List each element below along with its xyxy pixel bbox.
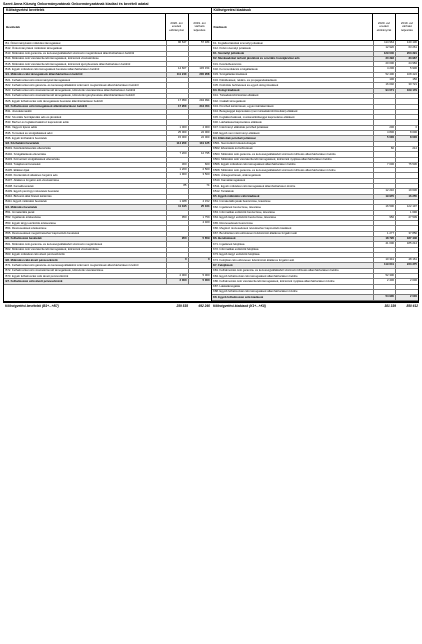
row-label: B21. Felhalmozási célú önkormányzati támogatások	[4, 78, 167, 82]
row-label: B1. Működési célú támogatások államháztartáson belülről	[4, 73, 167, 77]
row-value-col1: 10 341	[374, 258, 396, 262]
row-value-col2	[396, 173, 418, 177]
row-label: K503. Működési célú garancia- és kezességvállalásból származó kifizetés államháztartáson belülre	[212, 152, 375, 156]
row-label: K1. Foglalkoztatottak személyi juttatásai	[212, 41, 375, 45]
row-value-col1	[374, 110, 396, 114]
row-label: K72. Informatikai eszközök felújítása	[212, 248, 375, 252]
row-label: B406. Kiszámlázott általános forgalmi adó	[4, 173, 167, 177]
row-value-col2	[396, 248, 418, 252]
row-value-col2: 4 000	[202, 124, 210, 129]
row-label: K33. Szolgáltatási kiadások	[212, 73, 375, 77]
row-value-col1: 114 200	[167, 142, 189, 146]
row-label: B72. Felhalmozási célú visszatérítendő támogatások, kölcsönök visszatérülése	[4, 269, 167, 273]
row-value-col2: 233 375	[406, 262, 417, 267]
row-label: B4. Működési bevételek	[4, 205, 167, 209]
row-value-col2: 131 125	[199, 140, 210, 145]
row-label: K63. Informatikai eszközök beszerzése, létesítése	[212, 211, 375, 215]
row-value-col2: 203 391	[406, 50, 417, 55]
row-label: K47. Intézményi ellátottak pénzbeli juttatásai	[212, 126, 375, 130]
row-value-col1	[167, 115, 189, 119]
row-value-col2: 0	[207, 257, 210, 262]
row-value-col1: 950	[374, 216, 396, 220]
row-value-col2	[189, 57, 211, 61]
row-value-col1: 4 800	[374, 131, 396, 135]
row-value-col2: 27 509	[408, 214, 417, 219]
row-label: B71. Felhalmozási célú garancia- és kezességvállalásból származó megtérülések államháztartáson kívülről	[4, 263, 167, 267]
revenue-total	[3, 303, 211, 309]
row-label: K35. Különféle befizetések és egyéb dologi kiadások	[212, 83, 375, 87]
row-label: B409. Egyéb pénzügyi műveletek bevételei	[4, 189, 167, 193]
revenue-header-name: Bevételek	[4, 14, 166, 40]
row-value-col1: 5 000	[374, 136, 396, 140]
row-value-col2	[189, 248, 211, 252]
row-value-col1	[374, 152, 396, 156]
row-label: K62. Ingatlanok beszerzése, létesítése	[212, 205, 375, 209]
row-label: K502. Elvonások és befizetések	[212, 147, 375, 151]
row-value-col1: 4 200	[374, 67, 396, 71]
row-value-col2	[396, 110, 418, 114]
row-label: K5. Egyéb működési célú kiadások	[212, 195, 375, 199]
row-value-col2: 63 261	[408, 45, 417, 50]
row-value-col1	[167, 110, 189, 114]
row-value-col2	[396, 269, 418, 273]
row-label: K65. Részesedések beszerzése	[212, 221, 375, 225]
row-value-col2: 8 000	[410, 135, 417, 140]
row-value-col2: 5 900	[410, 66, 417, 71]
row-label: B24. Felhalmozási célú visszatérítendő támogatások, kölcsönök igénybevétele államháztartáson belülről	[4, 94, 167, 98]
row-value-col2: 4 152	[202, 198, 210, 203]
expense-section-title: Költségvetési kiadások	[212, 8, 419, 14]
row-value-col2: 2 500	[202, 167, 210, 172]
row-label: B32. Szociális hozzájárulási adó és járulékok	[4, 115, 167, 119]
row-label: B33. Bérhez és foglalkoztatáshoz kapcsolódó adók	[4, 120, 167, 124]
expense-column	[212, 8, 419, 301]
row-value-col1: 114 964	[374, 41, 396, 45]
row-value-col1: 96 647	[167, 41, 189, 45]
row-value-col2	[396, 94, 418, 98]
row-value-col2	[396, 285, 418, 289]
row-value-col1: 41 000	[374, 242, 396, 246]
row-value-col1	[167, 263, 189, 267]
row-value-col2	[189, 52, 211, 56]
revenue-header-col2: 2019. évi várható teljesítés	[193, 20, 206, 32]
expense-row	[212, 295, 419, 300]
row-value-col1	[167, 221, 189, 225]
expense-header-col1: 2020. évi eredeti előirányzat	[373, 14, 396, 40]
row-label: K43. Pénzbeli kártérítések, egyéni kártalanítások	[212, 105, 375, 109]
row-label: B55. Részesedések megszűnéséhez kapcsolódó bevételek	[4, 232, 167, 236]
row-label: K32. Kommunikációs szolgáltatások	[212, 67, 375, 71]
row-value-col2: 37 850	[408, 230, 417, 235]
row-value-col2	[189, 242, 211, 246]
row-label: K74. Felújítási célú előzetesen felszámított általános forgalmi adó	[212, 258, 375, 262]
row-label: K81. Felhalmozási célú garancia- és kezességvállalásból származó kifizetés államháztartáson belülre	[212, 269, 375, 273]
row-value-col1: 200	[374, 126, 396, 130]
row-value-col1	[167, 57, 189, 61]
row-label: K12. Külső személyi juttatások	[212, 46, 375, 50]
row-value-col1: 2 000	[167, 279, 189, 283]
row-value-col1	[167, 78, 189, 82]
row-label: B404. Tulajdonosi bevételek	[4, 163, 167, 167]
row-value-col1: 17 950	[167, 105, 189, 109]
row-value-col1	[167, 52, 189, 56]
row-value-col2: 200 958	[199, 71, 210, 76]
row-value-col1: 15 000	[167, 136, 189, 140]
row-value-col1: 1 900	[167, 173, 189, 177]
row-value-col1: 25 000	[167, 131, 189, 135]
row-value-col1: 1 200	[167, 168, 189, 172]
row-value-col1: 1 000	[167, 126, 189, 130]
row-value-col1: 17 950	[167, 99, 189, 103]
row-value-col1: 94 071	[374, 89, 396, 93]
row-label: K44. Betegséggel kapcsolatos (nem társadalombiztosítási) ellátások	[212, 110, 375, 114]
row-value-col2: 150	[412, 77, 417, 82]
row-label: K45. Foglalkoztatással, munkanélküliséggel kapcsolatos ellátások	[212, 115, 375, 119]
row-label: K34. Kiküldetések, reklám- és propagandakiadások	[212, 78, 375, 82]
row-label: B23. Felhalmozási célú visszatérítendő támogatások, kölcsönök visszatérülése államháztartáson belülről	[4, 89, 167, 93]
row-value-col1: 54 900	[374, 295, 396, 299]
row-value-col1	[374, 173, 396, 177]
row-value-col2	[189, 78, 211, 82]
row-label: B54. Részesedések értékesítése	[4, 226, 167, 230]
row-value-col2: 74	[206, 183, 210, 188]
revenue-section-title: Költségvetési bevételek	[4, 8, 211, 14]
expense-header-col2: 2019. évi várható teljesítés	[400, 20, 414, 32]
row-value-col1: 52 300	[374, 274, 396, 278]
row-value-col2: 108 424	[406, 71, 417, 76]
row-value-col2	[396, 221, 418, 225]
row-value-col1	[167, 242, 189, 246]
row-label: K4. Ellátottak pénzbeli juttatásai	[212, 136, 375, 140]
row-label: K1. Személyi juttatások	[212, 52, 375, 56]
revenue-header	[4, 14, 211, 41]
row-value-col2	[189, 226, 211, 230]
row-value-col2: 187 446	[406, 235, 417, 240]
row-value-col1	[167, 89, 189, 93]
row-value-col2: 22 000	[200, 130, 210, 135]
row-value-col2: 1 759	[202, 214, 210, 219]
revenue-total-col2: 692 260	[198, 303, 210, 308]
row-label: B405. Ellátási díjak	[4, 168, 167, 172]
row-value-col1: 7 200	[167, 152, 189, 156]
row-value-col1	[374, 115, 396, 119]
row-value-col1	[167, 189, 189, 193]
row-value-col1: 2 000	[167, 274, 189, 278]
row-value-col1: 7 000	[374, 163, 396, 167]
row-label: K508. Működési célú garancia- és kezességvállalásból származó kifizetés államháztartáson kívülre	[212, 168, 375, 172]
row-value-col2: 24 984	[408, 61, 417, 66]
row-value-col1	[374, 168, 396, 172]
row-label: K66. Meglévő részesedések növeléséhez kapcsolódó kiadások	[212, 226, 375, 230]
expense-rows	[212, 41, 419, 301]
row-value-col2: 1 690	[410, 209, 417, 214]
row-label: B35. Termékek és szolgáltatások adói	[4, 131, 167, 135]
row-label: K7. Felújítások	[212, 263, 375, 267]
expense-total-col1: 381 339	[384, 303, 396, 308]
row-value-col1: 129 040	[374, 52, 396, 56]
row-label: K510. Kamattámogatások	[212, 179, 375, 183]
row-value-col1	[167, 46, 189, 50]
row-label: K42. Családi támogatások	[212, 99, 375, 103]
row-value-col1	[167, 226, 189, 230]
row-label: K509. Árkiegészítések, ártámogatások	[212, 173, 375, 177]
row-label: B31. Jövedelemadók	[4, 110, 167, 114]
row-value-col2: 5 659	[202, 235, 210, 240]
row-label: K48. Egyéb nem intézményi ellátások	[212, 131, 375, 135]
row-label: K31. Készletbeszerzés	[212, 62, 375, 66]
row-value-col2: 212	[412, 145, 417, 150]
expense-total-label: Költségvetési kiadások (K1+...+K8)	[213, 303, 266, 308]
row-value-col1	[167, 83, 189, 87]
row-label: K84. Egyéb felhalmozási célú támogatások államháztartáson belülre	[212, 274, 375, 278]
row-value-col2	[189, 83, 211, 87]
row-value-col2: 122 197	[406, 204, 417, 209]
row-value-col2	[189, 46, 211, 50]
row-value-col2: 5 000	[202, 278, 210, 283]
row-value-col2: 16 255	[408, 193, 417, 198]
row-label: B73. Egyéb felhalmozási célú átvett pénzeszközök	[4, 274, 167, 278]
row-label: K61. Immateriális javak beszerzése, létesítése	[212, 200, 375, 204]
row-value-col1: 119 641	[374, 263, 396, 267]
row-label: K504. Működési célú visszatérítendő támogatások, kölcsönök nyújtása államháztartáson belülre	[212, 158, 375, 162]
row-value-col2: 344 454	[199, 103, 210, 108]
row-label: B3. Közhatalmi bevételek	[4, 142, 167, 146]
row-value-col1: 19 970	[374, 195, 396, 199]
row-value-col2: 2 000	[410, 294, 417, 299]
row-label: K3. Dologi kiadások	[212, 89, 375, 93]
row-value-col2	[189, 189, 211, 193]
row-label: B15. Működési célú visszatérítendő támogatások, kölcsönök igénybevétele államháztartáson belülről	[4, 62, 167, 66]
row-label: B36. Egyéb közhatalmi bevételek	[4, 136, 167, 140]
row-label: K73. Egyéb tárgyi eszközök felújítása	[212, 253, 375, 257]
row-label: B12. Önkormányzatok működési támogatásai	[4, 46, 167, 50]
row-value-col1: 950	[167, 216, 189, 220]
row-value-col2	[396, 152, 418, 156]
row-label: K67. Beruházási célú előzetesen felszámított általános forgalmi adó	[212, 232, 375, 236]
row-label: K501. Nemzetközi kötelezettségek	[212, 142, 375, 146]
row-label: B402. Szolgáltatások ellenértéke	[4, 152, 167, 156]
row-label: B34. Vagyoni tipusú adók	[4, 126, 167, 130]
row-value-col1	[374, 248, 396, 252]
row-value-col2: 140 130	[406, 40, 417, 44]
row-value-col1: 85	[167, 184, 189, 188]
row-value-col2: 75 536	[408, 161, 417, 166]
row-label: B5. Felhalmozási bevételek	[4, 237, 167, 241]
row-value-col2: 22 000	[200, 135, 210, 140]
row-label: B2. Felhalmozási célú támogatások államháztartáson belülről	[4, 105, 167, 109]
row-value-col2: 8 000	[410, 130, 417, 135]
row-value-col1	[374, 285, 396, 289]
row-value-col1: 111 240	[167, 73, 189, 77]
row-value-col2	[189, 263, 211, 267]
revenue-rows	[4, 41, 211, 301]
row-value-col1: 1 277	[374, 232, 396, 236]
row-value-col1	[374, 221, 396, 225]
row-value-col1: 950	[167, 237, 189, 241]
row-label: B61. Működési célú garancia- és kezességvállalásból származó megtérülések	[4, 242, 167, 246]
row-value-col1: 2 400	[374, 279, 396, 283]
row-label: B13. Működési célú garancia- és kezességvállalásból származó megtérülések államháztartáson belülről	[4, 52, 167, 56]
row-value-col2	[396, 179, 418, 183]
row-label: K2. Munkaadókat terhelő járulékok és szociális hozzájárulási adó	[212, 57, 375, 61]
revenue-header-col1: 2020. évi eredeti előirányzat	[166, 14, 189, 40]
row-label: B52. Ingatlanok értékesítése	[4, 216, 167, 220]
row-value-col1: 0	[167, 258, 189, 262]
row-label: B7. Felhalmozási célú átvett pénzeszközök	[4, 279, 167, 283]
row-value-col2: 2 000	[410, 278, 417, 283]
row-value-col1: 14 607	[167, 67, 189, 71]
row-value-col2	[396, 115, 418, 119]
row-label: K8. Egyéb felhalmozási célú kiadások	[212, 295, 375, 299]
row-value-col2: 4 400	[202, 220, 210, 225]
row-label: B1. Önkormányzatok működési támogatásai	[4, 41, 167, 45]
row-value-col2: 0	[415, 124, 417, 129]
row-label: B16. Egyéb működési célú támogatások bevételei államháztartáson belülről	[4, 67, 167, 71]
row-label: B25. Egyéb felhalmozási célú támogatások bevételei államháztartáson belülről	[4, 99, 167, 103]
row-label: B401. Készletértékesítés ellenértéke	[4, 147, 167, 151]
row-label: B53. Egyéb tárgyi eszközök értékesítése	[4, 221, 167, 225]
row-value-col2: 30 721	[408, 82, 417, 87]
row-value-col2: 33 967	[408, 55, 417, 60]
row-label: K41. Társadalombiztosítási ellátások	[212, 94, 375, 98]
row-label: K511. Egyéb működési célú támogatások államháztartáson kívülre	[212, 184, 375, 188]
row-label: K87. Lakástámogatás	[212, 285, 375, 289]
row-value-col1: 20 393	[374, 57, 396, 61]
row-label: K71. Ingatlanok felújítása	[212, 242, 375, 246]
row-label: B407. Általános forgalmi adó visszatérítése	[4, 179, 167, 183]
row-value-col1	[374, 179, 396, 183]
row-label: K46. Lakhatással kapcsolatos ellátások	[212, 120, 375, 124]
row-value-col2	[396, 105, 418, 109]
row-label: K506. Egyéb működési célú támogatások államháztartáson belülre	[212, 163, 375, 167]
row-value-col2: 48 161	[408, 257, 417, 262]
row-value-col2	[189, 115, 211, 119]
row-label: B6. Működési célú átvett pénzeszközök	[4, 258, 167, 262]
revenue-column	[4, 8, 212, 301]
row-value-col1: 12 920	[374, 46, 396, 50]
row-label: B410. Biztosító által fizetett kártérítés	[4, 195, 167, 199]
row-label: K6. Beruházások	[212, 237, 375, 241]
revenue-row	[4, 279, 211, 284]
row-value-col2: 294 994	[199, 98, 210, 103]
row-value-col1: 16 002	[374, 83, 396, 87]
row-label: B411. Egyéb működési bevételek	[4, 200, 167, 204]
row-value-col1: 300	[167, 163, 189, 167]
row-value-col1	[374, 94, 396, 98]
row-value-col1	[374, 99, 396, 103]
row-value-col2: 3 500	[202, 172, 210, 177]
row-value-col2: 19 630	[408, 188, 417, 193]
row-label: B62. Működési célú visszatérítendő támogatások, kölcsönök visszatérülése	[4, 248, 167, 252]
budget-page	[3, 2, 419, 309]
row-label: K86. Felhalmozási célú visszatérítendő támogatások, kölcsönök nyújtása államháztartáson kívülre	[212, 279, 375, 283]
row-value-col2: 12 795	[200, 151, 210, 156]
row-value-col1: 100	[374, 78, 396, 82]
row-label: B51. Immateriális javak	[4, 211, 167, 215]
row-value-col2: 185 214	[406, 241, 417, 246]
row-value-col2: 25 164	[200, 204, 210, 209]
row-value-col2: 600	[204, 161, 210, 166]
row-value-col1: 1 488	[167, 200, 189, 204]
expense-total-col2: 850 612	[406, 303, 418, 308]
row-value-col2	[189, 89, 211, 93]
row-value-col2: 145 154	[199, 66, 210, 71]
row-value-col1: 18 726	[374, 237, 396, 241]
row-value-col1: 16 500	[374, 205, 396, 209]
revenue-total-label: Költségvetési bevételek (B1+...+B7)	[5, 303, 59, 308]
row-value-col1: 12 210	[374, 189, 396, 193]
row-value-col1: 52 400	[374, 73, 396, 77]
row-value-col1	[167, 248, 189, 252]
row-label: B408. Kamatbevételek	[4, 184, 167, 188]
row-value-col2: 57 184	[200, 40, 210, 44]
row-label: B63. Egyéb működési célú átvett pénzeszközök	[4, 253, 167, 257]
row-value-col2: 169 179	[406, 87, 417, 92]
row-value-col2	[396, 168, 418, 172]
page-title: Szent Anna Község Önkormányzatának Önkormányzatának kiadási és bevételi adatai	[3, 2, 149, 6]
row-label: K64. Egyéb tárgyi eszközök beszerzése, létesítése	[212, 216, 375, 220]
budget-sheet	[3, 7, 419, 302]
row-label: B403. Közvetített szolgáltatások ellenértéke	[4, 158, 167, 162]
expense-header	[212, 14, 419, 41]
row-value-col1	[374, 105, 396, 109]
row-label: K512. Tartalékok	[212, 189, 375, 193]
row-value-col2	[189, 110, 211, 114]
row-value-col1: 20 000	[374, 62, 396, 66]
row-label: K88. Egyéb felhalmozási célú támogatások államháztartáson kívülre	[212, 290, 375, 294]
expense-header-name: Kiadások	[212, 14, 374, 40]
revenue-total-col1: 259 535	[176, 303, 188, 308]
row-label: B22. Felhalmozási célú garancia- és kezességvállalásból származó megtérülések államháztartáson belülről	[4, 83, 167, 87]
row-value-col1: 11 195	[167, 205, 189, 209]
row-value-col1: 60	[374, 147, 396, 151]
totals-row	[3, 302, 419, 309]
row-value-col2: 5 000	[202, 273, 210, 278]
row-label: B14. Működési célú visszatérítendő támogatások, kölcsönök visszatérülése	[4, 57, 167, 61]
row-value-col2	[396, 99, 418, 103]
expense-total	[211, 303, 419, 309]
